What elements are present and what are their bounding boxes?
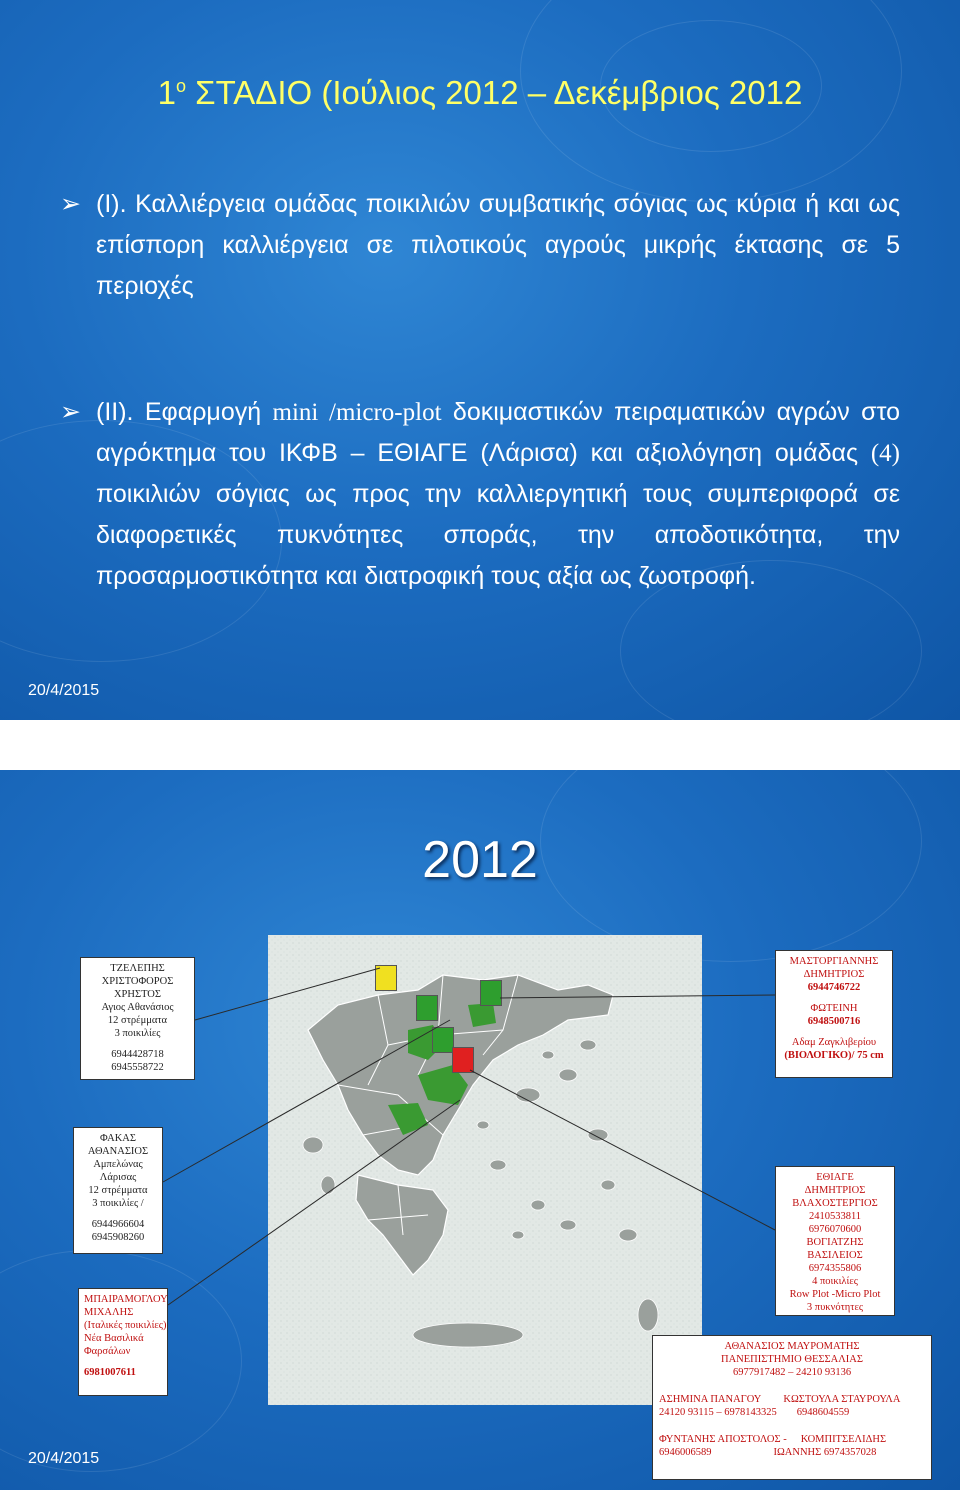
info-line: Row Plot -Micro Plot [789, 1289, 881, 1300]
info-line: Αδαμ Ζαγκλιβερίου [791, 1037, 877, 1048]
info-line: ΦΩΤΕΙΝΗ [810, 1003, 858, 1014]
info-line: ΒΛΑΧΟΣΤΕΡΓΙΟΣ [792, 1198, 878, 1209]
info-line: ΑΘΑΝΑΣΙΟΣ ΜΑΥΡΟΜΑΤΗΣ [724, 1341, 860, 1352]
slide-stage-2 [0, 770, 960, 1490]
info-line: ΑΘΑΝΑΣΙΟΣ [87, 1146, 149, 1157]
phone-line: 6944428718 [111, 1049, 164, 1060]
info-line: ΦΑΚΑΣ [99, 1133, 137, 1144]
info-line: (Ιταλικές ποικιλίες) [84, 1320, 167, 1331]
info-line: ΠΑΝΕΠΙΣΤΗΜΙΟ ΘΕΣΣΑΛΙΑΣ [721, 1354, 863, 1365]
info-box-mpairamoglou [78, 1288, 168, 1396]
phone-line: 6976070600 [808, 1224, 862, 1235]
phone-line: 6946006589 [659, 1447, 712, 1458]
phone-line: 6945908260 [91, 1232, 145, 1243]
info-box-fakas [73, 1127, 163, 1254]
info-line: 3 ποικιλίες [114, 1028, 161, 1039]
phone-line: 6944746722 [807, 982, 861, 993]
phone-line: 6974355806 [808, 1263, 862, 1274]
info-line: ΕΘΙΑΓΕ [816, 1172, 854, 1183]
phone-line: 6945558722 [111, 1062, 164, 1073]
info-line: Αγιος Αθανάσιος [101, 1002, 174, 1013]
spacer [77, 1210, 159, 1218]
arrow-bullet-icon: ➢ [60, 190, 81, 218]
spacer [779, 994, 889, 1002]
info-line: ΚΟΜΠΙΤΣΕΛΙΔΗΣ [800, 1434, 887, 1445]
info-line: 3 πυκνότητες [806, 1302, 864, 1313]
phone-line: 6948604559 [796, 1407, 850, 1418]
phone-line: 6948500716 [807, 1016, 861, 1027]
spacer [779, 1028, 889, 1036]
info-box-university [652, 1335, 932, 1480]
spacer [659, 1379, 925, 1393]
info-line: ΧΡΗΣΤΟΣ [113, 989, 162, 1000]
bullet-text: δοκιμαστικών πειραματικών αγρών στο αγρόκτημα του ΙΚΦΒ – ΕΘΙΑΓΕ (Λάρισα) και αξιολόγηση ομάδας [96, 398, 900, 467]
info-line: Νέα Βασιλικά [84, 1333, 144, 1344]
bullet-text-serif: mini /micro-plot [272, 399, 442, 426]
info-line: 4 ποικιλίες [812, 1276, 858, 1287]
bullet-text: Εφαρμογή [133, 398, 273, 426]
info-line: 12 στρέμματα [107, 1015, 168, 1026]
bullet-label: (ΙΙ). [96, 398, 134, 426]
bullet-text-serif: (4) [870, 440, 900, 467]
spacer [84, 1040, 191, 1048]
slide-date: 20/4/2015 [28, 1450, 100, 1467]
info-line: Αμπελώνας [93, 1159, 143, 1170]
info-box-ethiage [775, 1166, 895, 1316]
bullet-label: (Ι). [96, 190, 127, 218]
phone-line: 24120 93115 – 6978143325 [659, 1407, 777, 1418]
info-box-mastorgiannis [775, 950, 893, 1078]
info-line: 12 στρέμματα [88, 1185, 148, 1196]
year-heading: 2012 [422, 831, 538, 889]
info-line: ΚΩΣΤΟΥΛΑ ΣΤΑΥΡΟΥΛΑ [783, 1394, 901, 1405]
info-line: Φαρσάλων [84, 1346, 131, 1357]
bullet-text: ποικιλιών σόγιας ως προς την καλλιεργητική τους συμπεριφορά σε διαφορετικές πυκνότητες σποράς, την αποδοτικότητα, την προσαρμοστικότητα και διατροφική τους αξία ως ζωοτροφή. [96, 480, 900, 590]
info-line: ΤΖΕΛΕΠΗΣ [110, 963, 165, 974]
phone-line: 6977917482 – 24210 93136 [732, 1367, 852, 1378]
bullet-item-2 [60, 392, 900, 597]
info-line: ΜΠΑΙΡΑΜΟΓΛΟΥ [84, 1294, 168, 1305]
phone-line: 6944966604 [91, 1219, 145, 1230]
slide-stage-1 [0, 0, 960, 720]
bullet-item-1 [60, 184, 900, 307]
phone-line: 6981007611 [84, 1367, 136, 1378]
info-line: ΑΣΗΜΙΝΑ ΠΑΝΑΓΟΥ [659, 1394, 762, 1405]
info-line: ΔΗΜΗΤΡΙΟΣ [803, 969, 865, 980]
spacer [659, 1419, 925, 1433]
phone-line: ΙΩΑΝΝΗΣ 6974357028 [773, 1447, 877, 1458]
info-line: ΜΑΣΤΟΡΓΙΑΝΝΗΣ [789, 956, 879, 967]
info-line: ΧΡΙΣΤΟΦΟΡΟΣ [101, 976, 174, 987]
info-line: 3 ποικιλίες / [92, 1198, 144, 1209]
info-line: ΜΙΧΑΛΗΣ [84, 1307, 134, 1318]
info-box-tzelepis [80, 957, 195, 1080]
slide-date: 20/4/2015 [28, 682, 100, 699]
info-line: (ΒΙΟΛΟΓΙΚΟ)/ 75 cm [784, 1050, 884, 1061]
phone-line: 2410533811 [808, 1211, 862, 1222]
info-line: ΒΟΓΙΑΤΖΗΣ [806, 1237, 864, 1248]
spacer [84, 1358, 164, 1366]
info-line: ΔΗΜΗΤΡΙΟΣ [804, 1185, 866, 1196]
arrow-bullet-icon: ➢ [60, 398, 81, 426]
info-line: Λάρισας [99, 1172, 137, 1183]
info-line: ΦΥΝΤΑΝΗΣ ΑΠΟΣΤΟΛΟΣ - [659, 1434, 787, 1445]
info-line: ΒΑΣΙΛΕΙΟΣ [807, 1250, 863, 1261]
bullet-text: Καλλιέργεια ομάδας ποικιλιών συμβατικής σόγιας ως κύρια ή και ως επίσπορη καλλιέργεια σε πιλοτικούς αγρούς μικρής έκτασης σε 5 περιοχές [96, 190, 900, 300]
slide-title: $1^o$ ΣΤΑΔΙΟ (Ιούλιος 2012 – Δεκέμβριος 2012 [157, 74, 803, 111]
